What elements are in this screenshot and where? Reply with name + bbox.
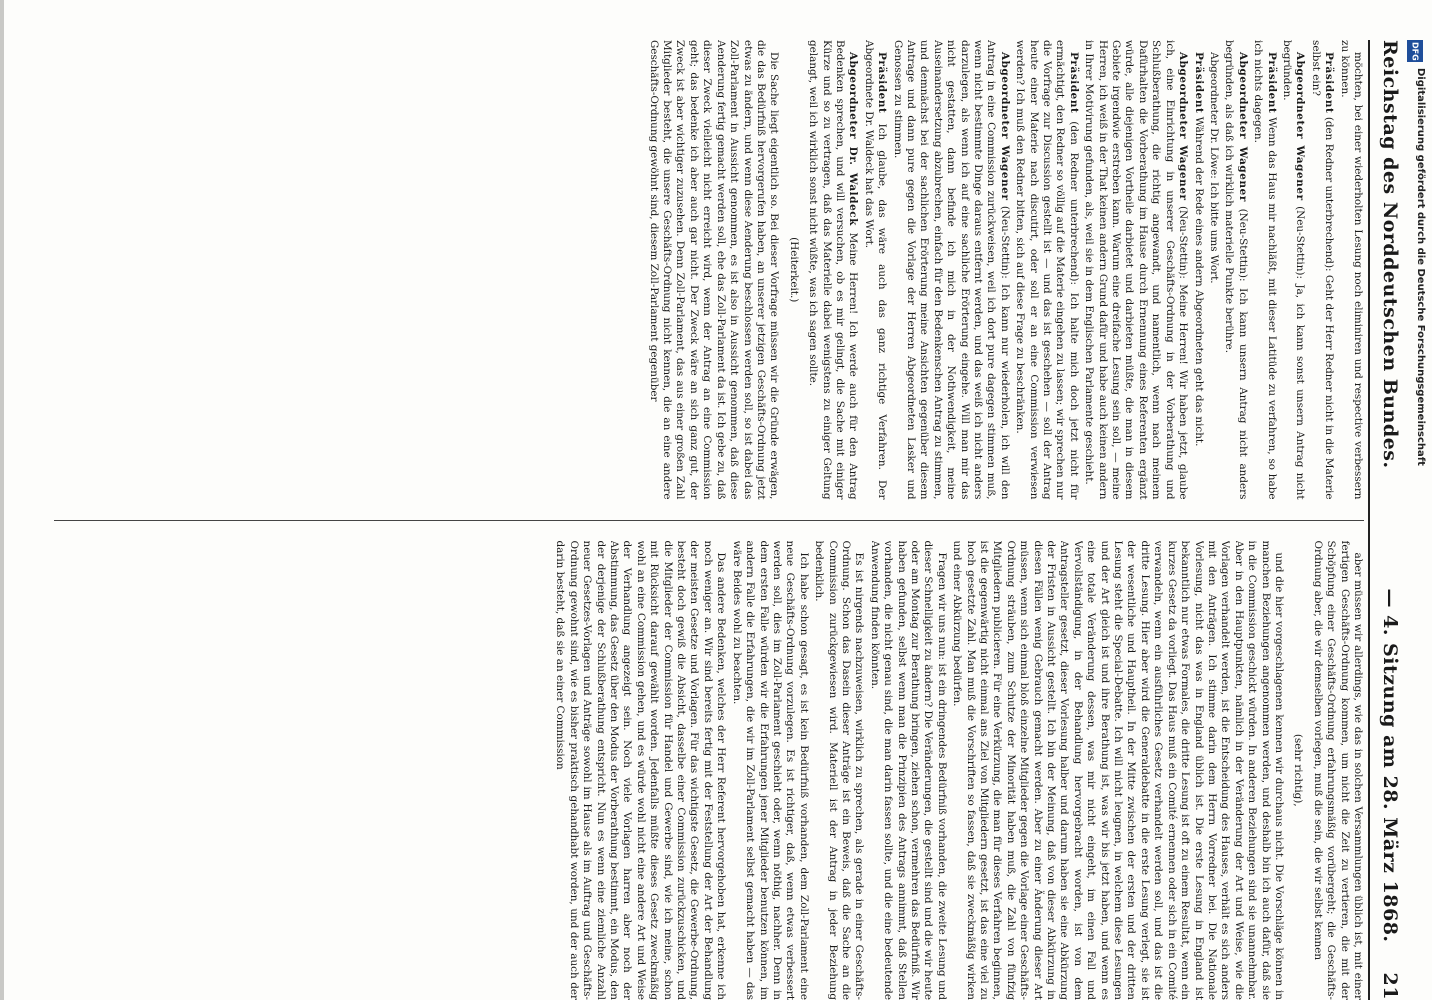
speaker-name: Abgeordneter Wagener xyxy=(998,52,1011,201)
text-paragraph: aber müssen wir allerdings, wie das in solchen Versammlungen üblich ist, mit einer fertigen Geschäfts-Ordnung kommen, um nicht die Zeit zu vertieren, die mit der Schöpfung einer Geschäfts-Ordnung erfahrungsmäßig vorübergeht; die Geschäfts-Ordnung aber, die wir demselben vorlegen, muß die sein, die wir selbst kennen xyxy=(1311,540,1364,1000)
speech-text: (Neu-Stettin): Ja, ich kann sonst unsern Antrag nicht begründen. xyxy=(1280,40,1307,500)
attribution-strip xyxy=(1406,40,1426,1000)
column-right xyxy=(54,541,1364,1000)
text-columns xyxy=(54,40,1364,1000)
speech-text: Wenn das Haus mir nachläßt, mit dieser Latitüde zu verfahren, so habe ich nichts dagegen. xyxy=(1252,40,1278,500)
speaker-name: Abgeordneter Wagener xyxy=(1294,52,1307,201)
text-paragraph: Das andere Bedenken, welches der Herr Referent hervorgehoben hat, erkenne ich noch weniger an. Wir sind bereits fertig mit der Feststellung der Art der Behandlung der meisten Gesetze und Vorlagen. Für das wichtigste Gesetz, die Gewerbe-Ordnung, besteht doch gewiß die Absicht, dasselbe einer Commission zurückzuschicken, und die Mitglieder der Commission für Handel und Gewerbe sind, wie ich meine, schon mit Rücksicht darauf gewählt worden. Jedenfalls müßte dieses Gesetz zweckmäßig wohl an eine Commission gehen, und es würde wohl nicht eine andere Art und Weise der Verhandlung angezeigt sein. Noch viele Vorlagen harren aber noch der Abstimmung, das Gesetz über den Modus der Vorberathung bestimmt, ein Modus, den der derjenige der Schlußberathung entspricht. Nun es wenn eine ziemliche Anzahl neuer Gesetzes-Vorlagen und Anträge sowohl im Hause als im Auftrag und Geschäfts-Ordnung gewohnt sind, wie es bisher praktisch gehandhabt worden, und der auch der darin besteht, daß sie an einer Commission xyxy=(554,540,728,1000)
speech-paragraph xyxy=(861,40,888,500)
speaker-name: Präsident xyxy=(1323,52,1336,114)
speech-paragraph xyxy=(1280,40,1307,500)
speaker-name: Abgeordneter Wagener xyxy=(1177,52,1190,201)
speech-paragraph xyxy=(1082,40,1189,500)
speech-paragraph xyxy=(1191,40,1204,500)
speech-text: (Neu-Stettin): Ich kann unsern Antrag nicht anders begründen, als daß ich wirklich materielle Punkte berühre. xyxy=(1223,40,1249,500)
speech-text: (den Redner unterbrechend): Geht der Herr Redner nicht in die Materie selbst ein? xyxy=(1309,40,1336,500)
speaker-name: Abgeordneter Dr. Waldeck xyxy=(847,52,860,227)
text-paragraph: Die Sache liegt eigentlich so. Bei dieser Vorfrage müssen wir die Gründe erwägen, die das Bedürfniß hervorgerufen haben, an unserer jetzigen Geschäfts-Ordnung jetzt etwas zu ändern, und wenn diese Aenderung beschlossen werden soll, so ist dabei das Zoll-Parlament in Aussicht genommen, es ist also in Aussicht genommen, daß diese Aenderung fertig gemacht werden soll, ehe das Zoll-Parlament da ist. Ich gebe zu, daß dieser Zweck vielleicht nicht erreicht wird, wenn der Antrag an eine Commission geht; das bedenke ich aber auch gar nicht. Der Zweck wäre an sich ganz gut, der Zweck ist aber wichtiger zuzusehen. Denn Zoll-Parlament, das aus einer großen Zahl Mitglieder besteht, die unsere Geschäfts-Ordnung nicht kennen, die an eine andere Geschäfts-Ordnung gewöhnt sind, diesem Zoll-Parlament gegenüber xyxy=(647,40,781,500)
speech-paragraph xyxy=(1013,40,1080,500)
text-paragraph: Es ist nirgends nachzuweisen, wirklich zu sprechen, als gerade in einer Geschäfts-Ordnung. Schon das Dasein dieser Anträge ist ein Beweis, daß die Sache an die Commission zurückgewiesen wird. Materiell ist der Antrag in jeder Beziehung bedenklich. xyxy=(813,540,866,1000)
stage-direction: (Heiterkeit.) xyxy=(787,237,800,303)
dfg-logo: DFG xyxy=(1407,40,1423,62)
speech-paragraph xyxy=(890,40,1011,500)
scan-edge xyxy=(0,0,4,1000)
speaker-name: Präsident xyxy=(876,52,889,114)
text-paragraph: Ich habe schon gesagt, es ist kein Bedürfniß vorhanden, dem Zoll-Parlament eine neue Geschäfts-Ordnung vorzulegen. Es ist richtiger, daß, wenn etwas verbessert werden soll, dies im Zoll-Parlament geschieht oder, wenn nöthig, nachher. Denn in dem ersten Falle würden wir die Erfahrungen jener Mitglieder benutzen können, im andern Falle die Erfahrungen, die wir im Zoll-Parlament selbst gemacht haben — das wäre Beides wohl zu beachten. xyxy=(730,540,810,1000)
text-paragraph: und die hier vorgeschlagenen kennen wir durchaus nicht. Die Vorschläge können in manchen Beziehungen angenommen werden, und deshalb bin ich auch dafür, daß sie in die Commission geschickt würden. In anderen Beziehungen sind sie unannehmbar. Aber in den Hauptpunkten, nämlich in der Veränderung der Art und Weise, wie die Vorlagen verhandelt werden, ist die Entscheidung des Hauses, verhält es sich anders mit den Anträgen. Ich stimme darin dem Herrn Vorredner bei. Die Nationale Vorlesung, nicht das was in England üblich ist. Die erste Lesung in England ist bekanntlich nur etwas Formales, die dritte Lesung ist oft zu einem Resultat, wenn ein kurzes Gesetz da vorliegt. Das Haus muß ein Comité ernennen oder sich in ein Comité verwandeln, wenn ein ausführliches Gesetz verhandelt werden soll, und das ist die dritte Lesung. Hier aber wird die Generaldebatte in die erste Lesung verlegt, sie ist der wesentliche und Hauptheil. In der Mitte zwischen der ersten und der dritten Lesung steht die Special-Debatte. Ich will nicht leugnen, in welchem diese Lesungen und der Art gleich ist und ihre Berathung ist, was wir bis jetzt haben, und wenn es eine totale Veränderung dessen, was mir nicht eingeht, im einen Fall und Vervollständigung, in der Behandlung hervorgebracht worden, ist von dem Antragsteller gesetzt, dieser Vorlesung halber und darum haben sie eine Abkürzung der Fristen in Aussicht gestellt. Ich bin der Meinung, daß von dieser Abkürzung in diesen Fällen wenig Gebrauch gemacht werden. Aber zu einer Änderung dieser Art müssen, wenn sich einmal bloß einzelne Mitglieder gegen die Vorlage einer Geschäfts-Ordnung sträuben, zum Schutze der Minorität haben muß, die Zahl von fünfzig Mitgliedern publicieren. Für eine Verkürzung, die man für dieses Verfahren beginnen, ist die gegenwärtig nicht einmal ans Ziel von Mitgliedern gesetzt, ist das eine viel zu hoch gesetzte Zahl. Man muß die Vorschriften so fassen, daß sie zweckmäßig wirken und einer Abkürzung bedürfen. xyxy=(951,540,1285,1000)
page-number: 21 xyxy=(1379,972,1401,1000)
text-paragraph: Abgeordneter Dr. Löwe: Ich bitte ums Wort. xyxy=(1207,52,1220,284)
speech-text: Während der Rede eines andern Abgeordneten geht das nicht. xyxy=(1192,116,1205,447)
sheet-content xyxy=(50,40,1410,1000)
text-paragraph: Fragen wir uns nun: ist ein dringendes Bedürfniß vorhanden, die zweite Lesung und dieser Schnelligkeit zu ändern? Die Veränderungen, die gestellt sind und die wir heute oder am Montag zur Berathung bringen, ziehen schon, vermehren das Bedürfniß. Wir haben gefunden, selbst wenn man die Prinzipien des Antrags annimmt, daß Stellen vorhanden, die nicht genau sind, die man darin fassen sollte, und die eine bedeutende Anwendung finden könnten. xyxy=(868,540,948,1000)
column-left xyxy=(54,40,1364,500)
running-header xyxy=(1368,40,1410,1000)
speaker-name: Präsident xyxy=(1067,52,1080,114)
speech-paragraph xyxy=(1251,40,1278,500)
speech-text: (den Redner unterbrechend): Ich halte mich doch jetzt nicht für ermächtigt, den Redner so völlig auf die Materie eingehen zu lassen; wir sprechen nur die Vorfrage zur Discussion gestellt ist — und das ist geschehen — soll der Antrag heute einer Materie nach discutirt, oder soll er an eine Commission verwiesen werden? Ich muß den Redner bitten, sich auf diese Frage zu beschränken. xyxy=(1014,40,1080,500)
speech-paragraph xyxy=(1308,40,1335,500)
speech-text: Meine Herren! Ich werde auch für den Antrag Bedenken sprechen, und will versuchen, ob es mir gelingt, die Sache mit einiger Kürze und so zu vertragen, daß das Materielle dabei wenigstens zu einiger Geltung gelangt, weil ich wirklich sonst nicht wüßte, was ich sagen sollte. xyxy=(807,40,860,500)
rotated-sheet xyxy=(50,40,1410,1000)
header-session: — 4. Sitzung am 28. März 1868. xyxy=(1379,588,1401,943)
speaker-name: Abgeordneter Wagener xyxy=(1236,52,1249,202)
speech-text: (Neu-Stettin): Ich kann nur wiederholen, ich will den Antrag in eine Commission zurückweisen, weil ich dort pure dagegen stimmen muß, wenn nicht bestimmte Dinge daraus entfernt werden, und das weiß ich nicht anders darzulegen, als wenn ich auf eine sachliche Erörterung eingehe. Will man mir das nicht gestatten, dann befinde ich mich in der Nothwendigkeit, meine Auseinandersetzung abzubrechen, einfach für den Bedenkenschen Antrag zu stimmen, und demnächst bei der sachlichen Erörterung meine Ansichten gegenüber diesem Antrage und dann pure gegen die Vorlage der Herren Abgeordneten Lasker und Genossen zu stimmen. xyxy=(891,40,1011,500)
speaker-name: Präsident xyxy=(1192,52,1205,114)
attribution-text: Digitalisierung gefördert durch die Deutsche Forschungsgemeinschaft xyxy=(1415,68,1426,466)
text-paragraph: möchten, bei einer wiederholten Lesung noch eliminiren und respective verbessern zu können. xyxy=(1338,40,1364,500)
column-divider xyxy=(54,520,1364,521)
speech-text: (Neu-Stettin): Meine Herren! Wir haben jetzt, glaube ich, eine Einrichtung in unserer Geschäfts-Ordnung in der Vorberathung und Schlußberathung, die richtig angewandt, und namentlich, wenn nach meinem Dafürhalten die Vorberathung im Hause durch Ernennung eines Referenten ergänzt würde, alle diejenigen Vortheile darbietet und darbieten müßte, die man in diesem Gebiete irgendwie erstreben kann. Warum eine dreifache Lesung sein soll, — meine Herren, ich weiß in der That keinen andern Grund dafür und habe auch keinen andern in Ihrer Motivirung gefunden, als, weil sie in dem Englischen Parlamente geschieht. xyxy=(1083,40,1190,500)
speech-paragraph xyxy=(1222,40,1249,500)
header-title: Reichstag des Norddeutschen Bundes. xyxy=(1379,40,1401,469)
stage-direction: (sehr richtig), xyxy=(1292,733,1305,807)
speech-paragraph xyxy=(806,40,860,500)
speaker-name: Präsident xyxy=(1265,52,1278,114)
speech-text: Ich glaube, das wäre auch das ganz richtige Verfahren. Der Abgeordnete Dr. Waldeck hat das Wort. xyxy=(862,40,889,500)
